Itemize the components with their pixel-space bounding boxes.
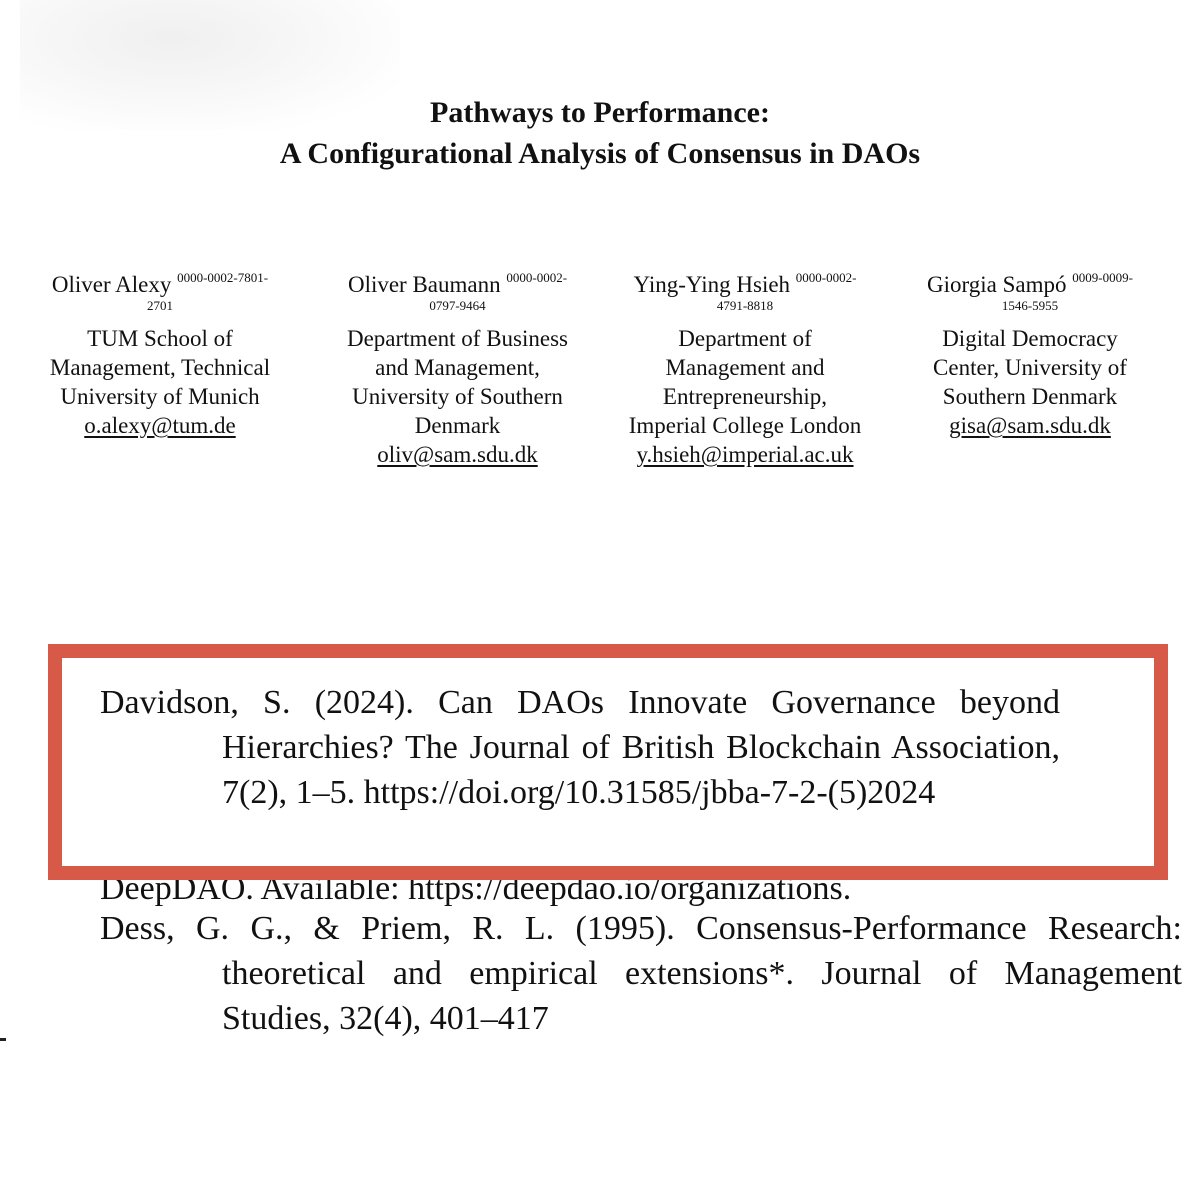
affiliation-line: Department of — [678, 326, 812, 351]
author-baumann — [320, 262, 595, 469]
orcid-id: 0000-0002-7801- — [177, 270, 269, 285]
affiliation-line: University of Munich — [60, 384, 260, 409]
title-line-2: A Configurational Analysis of Consensus in DAOs — [279, 137, 921, 170]
affiliation-line: Department of Business — [346, 326, 568, 351]
affiliation-line: TUM School of — [87, 326, 233, 351]
affiliation-line: University of Southern — [352, 384, 563, 409]
edge-artifact — [0, 1038, 6, 1041]
orcid-id-cont: 4791-8818 — [716, 298, 774, 313]
author-email-link[interactable]: o.alexy@tum.de — [84, 413, 236, 438]
affiliation-line: Denmark — [414, 413, 501, 438]
reference-list — [100, 680, 1182, 1037]
author-name: Oliver Alexy — [51, 272, 172, 297]
affiliation — [320, 324, 595, 440]
title-line-1: Pathways to Performance: — [430, 96, 770, 129]
affiliation-line: Southern Denmark — [942, 384, 1118, 409]
author-name: Ying-Ying Hsieh — [633, 272, 791, 297]
author-hsieh — [610, 262, 880, 469]
affiliation-line: Center, University of — [933, 355, 1127, 380]
orcid-id-cont: 0797-9464 — [429, 298, 486, 313]
affiliation-line: Management, Technical — [49, 355, 271, 380]
reference-dess: Dess, G. G., & Priem, R. L. (1995). Consensus-Performance Research: theoretical and empirical extensions*. Journal of Management Studies, 32(4), 401–417 — [100, 910, 1182, 1037]
affiliation-line: Digital Democracy — [942, 326, 1118, 351]
affiliation — [30, 324, 290, 411]
author-list — [30, 262, 1180, 482]
affiliation — [905, 324, 1155, 411]
reference-deepdao: DeepDAO. Available: https://deepdao.io/organizations. — [100, 870, 852, 907]
affiliation — [610, 324, 880, 440]
author-email-link[interactable]: gisa@sam.sdu.dk — [949, 413, 1111, 438]
paper-title — [0, 92, 1200, 174]
author-email-link[interactable]: y.hsieh@imperial.ac.uk — [636, 442, 854, 467]
orcid-id-cont: 1546-5955 — [1001, 298, 1059, 313]
orcid-id: 0009-0009- — [1072, 270, 1133, 285]
orcid-id: 0000-0002- — [506, 270, 568, 285]
affiliation-line: and Management, — [375, 355, 540, 380]
reference-davidson: Davidson, S. (2024). Can DAOs Innovate Governance beyond Hierarchies? The Journal of British Blockchain Association, 7(2), 1–5. https://doi.org/10.31585/jbba-7-2-(5)2024 — [100, 684, 1060, 811]
affiliation-line: Entrepreneurship, — [662, 384, 828, 409]
affiliation-line: Management and — [665, 355, 825, 380]
orcid-id: 0000-0002- — [795, 270, 857, 285]
affiliation-line: Imperial College London — [628, 413, 862, 438]
orcid-id-cont: 2701 — [147, 298, 173, 313]
author-name: Giorgia Sampó — [927, 272, 1067, 297]
author-sampo — [905, 262, 1155, 440]
author-email-link[interactable]: oliv@sam.sdu.dk — [377, 442, 538, 467]
author-alexy — [30, 262, 290, 440]
author-name: Oliver Baumann — [347, 272, 501, 297]
